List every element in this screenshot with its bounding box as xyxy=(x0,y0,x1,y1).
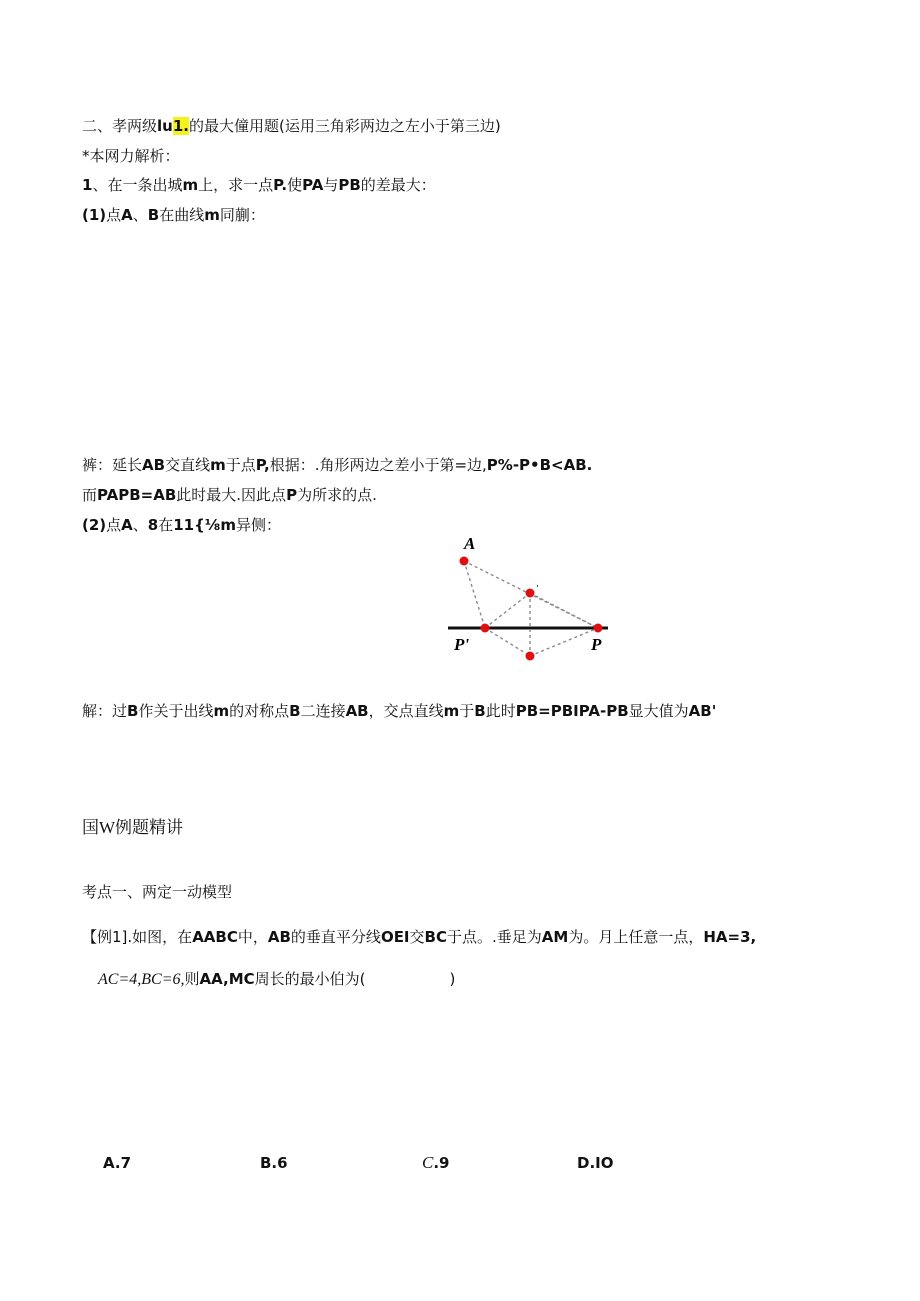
point-pprime xyxy=(481,624,490,633)
option-d[interactable]: D.IO xyxy=(577,1154,614,1172)
sol2-text: 此时 xyxy=(485,702,516,720)
section-title-rest: 的最大僮用题(运用三角彩两边之左小于第三边) xyxy=(188,117,501,135)
point-bprime xyxy=(526,652,535,661)
sol2-var: m xyxy=(443,702,460,720)
case2-text: 点 xyxy=(106,516,122,534)
option-c-letter: C xyxy=(422,1153,434,1172)
example-heading: 国W例题精讲 xyxy=(82,818,184,837)
dash-pprime-bprime xyxy=(485,628,530,656)
case2-text: 、 xyxy=(132,516,148,534)
ex1-text: 交 xyxy=(409,928,425,946)
ex1-close-paren: ) xyxy=(449,970,456,988)
case1-paren: (1) xyxy=(82,206,107,224)
label-a: A xyxy=(464,534,476,553)
sol2-var: B xyxy=(127,702,139,720)
q1-var-pb: PB xyxy=(338,176,361,194)
sol2-formula: PB=PBIPA-PB xyxy=(515,702,629,720)
case2-code: 11{⅛m xyxy=(173,516,236,534)
ex1-var: OEI xyxy=(380,928,410,946)
case1-text: 在曲线 xyxy=(159,206,205,224)
dash-pprime-b xyxy=(485,593,530,628)
sol2-var: B xyxy=(474,702,486,720)
label-b-mark: ˌ xyxy=(536,573,541,588)
case1-var-m: m xyxy=(204,206,220,224)
sol2-text: 二连接 xyxy=(300,702,346,720)
section-title-highlight: 1. xyxy=(172,117,189,135)
ex1-italic-values: AC=4,BC=6, xyxy=(98,971,185,988)
option-a[interactable]: A.7 xyxy=(103,1154,132,1172)
ex1-var: AB xyxy=(267,928,291,946)
case1-var-a: A xyxy=(121,206,133,224)
dash-bprime-p xyxy=(530,628,598,656)
q1-var-pa: PA xyxy=(302,176,324,194)
q1-number: 1 xyxy=(82,176,93,194)
solution-1-line-2 xyxy=(82,485,377,505)
sol1-var-p: P xyxy=(286,486,298,504)
ex1-text: 于点。.垂足为 xyxy=(447,928,542,946)
label-p: P xyxy=(591,635,602,654)
geometry-figure xyxy=(448,528,618,668)
case2-var-8: 8 xyxy=(147,516,159,534)
sol2-text: 的对称点 xyxy=(229,702,290,720)
sol1-text: 而 xyxy=(82,486,98,504)
section-title-text: 二、孝两级 xyxy=(82,117,158,135)
option-c-value: .9 xyxy=(433,1154,450,1172)
sol1-formula: PAPB=AB xyxy=(97,486,177,504)
ex1-text: 中， xyxy=(237,928,268,946)
sol2-text: 于 xyxy=(459,702,475,720)
sol2-formula: AB' xyxy=(688,702,717,720)
q1-text: 使 xyxy=(287,176,303,194)
dashed-lines xyxy=(464,561,598,656)
sol2-var: AB xyxy=(345,702,369,720)
ex1-bracket: 【例1]. xyxy=(82,928,133,946)
sol2-text: 作关于出线 xyxy=(138,702,214,720)
case2-text: 异侧： xyxy=(235,516,281,534)
ex1-var: AM xyxy=(541,928,569,946)
sol2-text: 显大值为 xyxy=(628,702,689,720)
sol1-var-ab: AB xyxy=(142,456,166,474)
solution-1-line-1 xyxy=(82,455,592,475)
sol1-text: 裤：延长 xyxy=(82,456,143,474)
option-b[interactable]: B.6 xyxy=(260,1154,288,1172)
ex1-text: 则 xyxy=(184,970,200,988)
sol1-var-m: m xyxy=(210,456,226,474)
option-c[interactable] xyxy=(422,1153,449,1173)
case1-var-b: B xyxy=(147,206,160,224)
q1-var-p: P. xyxy=(273,176,288,194)
ex1-var: AABC xyxy=(192,928,238,946)
case2-paren: (2) xyxy=(82,516,107,534)
case-2 xyxy=(82,515,281,535)
section-title xyxy=(82,116,501,136)
dash-a-pprime xyxy=(464,561,485,628)
q1-text: 、在一条出城 xyxy=(92,176,183,194)
ex1-text: 的垂直平分线 xyxy=(290,928,381,946)
sol2-var: B xyxy=(289,702,301,720)
point-p xyxy=(594,624,603,633)
case2-text: 在 xyxy=(158,516,174,534)
example-1-line-1 xyxy=(82,927,756,947)
ex1-text: 为。月上任意一点， xyxy=(568,928,704,946)
solution-2 xyxy=(82,701,716,721)
sol1-text: 为所求的点. xyxy=(297,486,377,504)
example-1-line-2 xyxy=(98,969,455,990)
ex1-var: AA,MC xyxy=(199,970,255,988)
analysis-label: *本网力解析： xyxy=(82,147,180,165)
section-title-bold: lu xyxy=(157,117,173,135)
q1-text: 的差最大： xyxy=(360,176,436,194)
q1-text: 上，求一点 xyxy=(198,176,274,194)
point-a xyxy=(460,557,469,566)
sol1-text: 于点 xyxy=(225,456,256,474)
q1-var-m: m xyxy=(182,176,199,194)
sol2-var: m xyxy=(213,702,230,720)
sol2-text: ，交点直线 xyxy=(368,702,444,720)
sol1-text: 此时最大.因此点 xyxy=(176,486,287,504)
q1-text: 与 xyxy=(323,176,339,194)
question-1 xyxy=(82,175,436,195)
kaodian-heading: 考点一、两定一动模型 xyxy=(82,883,233,901)
sol1-var-p: P, xyxy=(255,456,270,474)
ex1-var: HA=3, xyxy=(703,928,757,946)
sol1-formula: P%-P•B<AB. xyxy=(486,456,593,474)
sol2-text: 解：过 xyxy=(82,702,128,720)
label-pprime: P' xyxy=(454,635,470,654)
case2-var-a: A xyxy=(121,516,133,534)
case1-text: 点 xyxy=(106,206,122,224)
ex1-text: 如图，在 xyxy=(132,928,193,946)
case1-text: 、 xyxy=(132,206,148,224)
point-b xyxy=(526,589,535,598)
case-1 xyxy=(82,205,265,225)
ex1-text: 周长的最小伯为( xyxy=(254,970,366,988)
case1-text: 同蒯： xyxy=(219,206,265,224)
sol1-text: 交直线 xyxy=(165,456,211,474)
sol1-text: 根据：.角形两边之差小于第=边, xyxy=(269,456,487,474)
ex1-var: BC xyxy=(424,928,447,946)
